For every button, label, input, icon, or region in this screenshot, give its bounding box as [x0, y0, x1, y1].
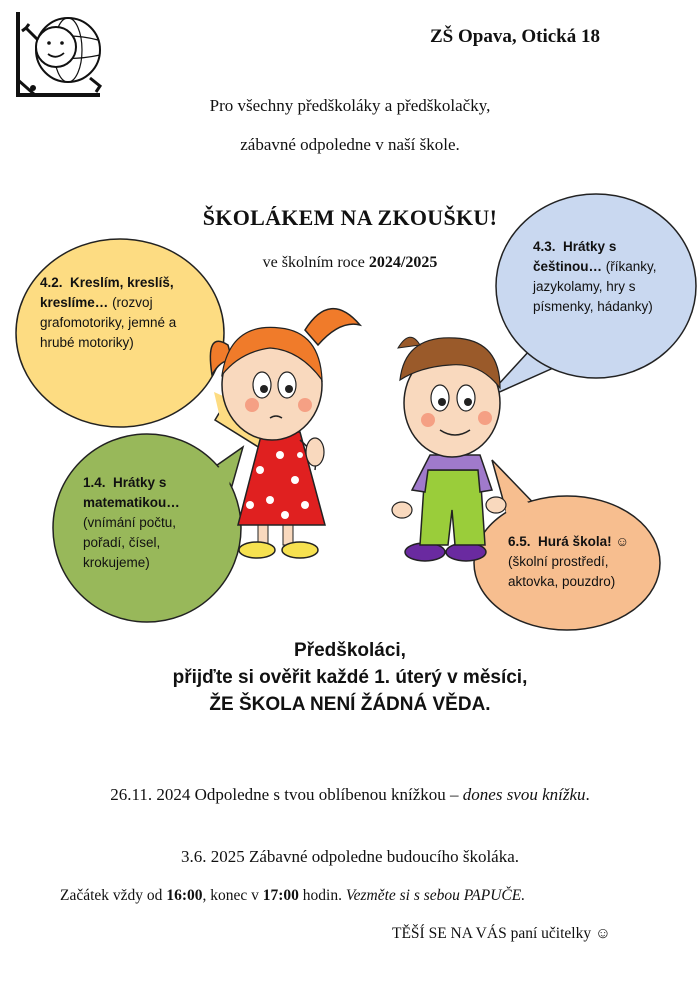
school-year-value: 2024/2025 [368, 254, 438, 271]
school-name: ZŠ Opava, Otická 18 [430, 26, 600, 47]
time-hours: hodin. [298, 887, 346, 904]
cta-line-2: přijďte si ověřit každé 1. úterý v měsíci, [172, 667, 528, 688]
bubble-drawing-title: Kreslím, kreslíš, kreslíme… [40, 275, 174, 310]
time-start: 16:00 [166, 887, 203, 904]
bubble-school-text [508, 532, 648, 592]
bubble-school-desc: (školní prostředí, aktovka, pouzdro) [508, 554, 616, 589]
event-2-date: 3.6. 2025 [180, 847, 245, 866]
time-note: Vezměte si s sebou PAPUČE. [345, 887, 526, 904]
closing-line [392, 925, 672, 943]
cta-line-3: ŽE ŠKOLA NENÍ ŽÁDNÁ VĚDA. [209, 694, 491, 715]
time-line [60, 887, 680, 905]
event-2-text: Zábavné odpoledne budoucího školáka. [248, 847, 520, 866]
event-1-text: Odpoledne s tvou oblíbenou knížkou – [194, 785, 463, 804]
event-1-date: 26.11. 2024 [110, 785, 191, 804]
time-end: 17:00 [262, 887, 299, 904]
time-start-label: Začátek vždy od [60, 887, 167, 904]
closing-signature: paní učitelky [506, 925, 595, 942]
bubble-czech-text [533, 237, 663, 317]
school-year-prefix: ve školním roce [262, 254, 369, 271]
event-item-2 [0, 847, 700, 867]
bubble-math-date: 1.4. [83, 475, 106, 490]
bubble-drawing-desc: (rozvoj grafomotoriky, jemné a hrubé motoriky) [40, 295, 177, 350]
bubble-math-desc: (vnímání počtu, pořadí, čísel, krokujeme) [83, 515, 177, 570]
closing-text: TĚŠÍ SE NA VÁS [392, 925, 507, 942]
intro-line-1: Pro všechny předškoláky a předškolačky, [209, 96, 491, 115]
page-title: ŠKOLÁKEM NA ZKOUŠKU! [202, 205, 498, 230]
bubble-drawing-text [40, 273, 200, 353]
bubble-math-title: Hrátky s matematikou… [83, 475, 180, 510]
smiley-icon: ☺ [615, 534, 630, 549]
bubble-czech-desc: (říkanky, jazykolamy, hry s písmenky, hádanky) [533, 259, 657, 314]
intro-line-2: zábavné odpoledne v naší škole. [240, 135, 460, 154]
bubble-school-date: 6.5. [508, 534, 531, 549]
smiley-icon: ☺ [594, 925, 611, 942]
school-globe-logo-icon [18, 12, 100, 95]
event-1-note: dones svou knížku [462, 785, 586, 804]
bubble-czech-date: 4.3. [533, 239, 556, 254]
bubble-math-text [83, 473, 208, 573]
bubble-czech-title: Hrátky s češtinou… [533, 239, 617, 274]
bubble-school-title: Hurá škola! [538, 534, 612, 549]
event-1-tail: . [585, 785, 590, 804]
bubble-drawing-date: 4.2. [40, 275, 63, 290]
time-end-label: , konec v [202, 887, 263, 904]
event-item-1 [80, 782, 620, 808]
cta-line-1: Předškoláci, [294, 640, 406, 661]
